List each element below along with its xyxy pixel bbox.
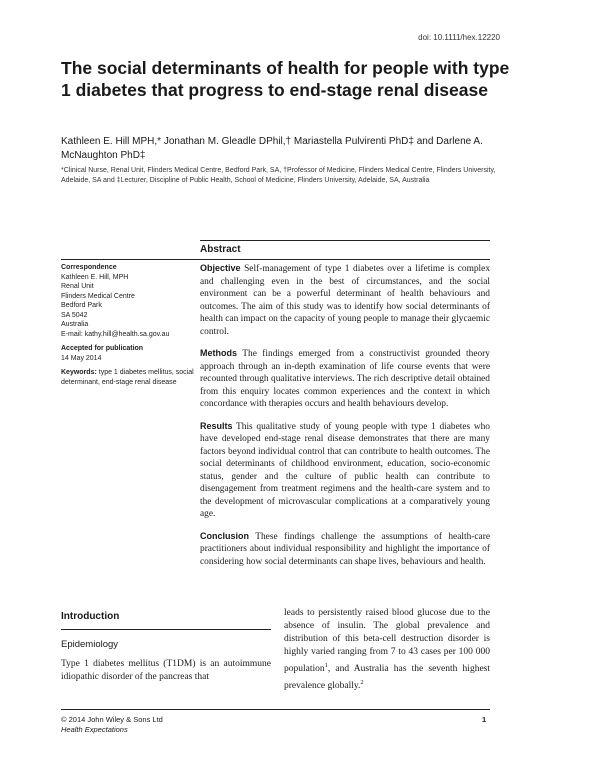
correspondence-line: Renal Unit xyxy=(61,283,94,290)
abstract-section-label: Objective xyxy=(200,263,241,273)
journal-name: Health Expectations xyxy=(61,725,128,734)
correspondence-label: Correspondence xyxy=(61,264,117,271)
abstract-objective xyxy=(200,262,490,338)
body-right-column xyxy=(284,607,490,693)
abstract-section-text: These findings challenge the assumptions of health-care practitioners about individual responsibility and highlight the importance of considering how social determinants can shape lives, behaviours and health. xyxy=(200,531,490,567)
copyright: © 2014 John Wiley & Sons Ltd xyxy=(61,715,163,724)
abstract-section-text: The findings emerged from a constructivist grounded theory approach through an in-depth examination of life course events that were recounted through qualitative interviews. The rich descriptive detail obtained from this enquiry locates common experiences and the context in which concordance with therapies occurs and health behaviours develop. xyxy=(200,349,490,409)
correspondence-line: SA 5042 xyxy=(61,311,88,319)
abstract-results xyxy=(200,420,490,521)
citation-ref: 1 xyxy=(324,662,328,669)
accepted-date: 14 May 2014 xyxy=(61,354,102,362)
abstract-section-label: Methods xyxy=(200,348,237,358)
correspondence-line: Bedford Park xyxy=(61,302,102,309)
correspondence-email: E-mail: kathy.hill@health.sa.gov.au xyxy=(61,330,170,338)
abstract-heading-rule xyxy=(61,259,490,260)
correspondence-line: Australia xyxy=(61,321,89,328)
abstract-section-label: Results xyxy=(200,420,233,431)
abstract-conclusion xyxy=(200,530,490,569)
introduction-heading: Introduction xyxy=(61,611,120,622)
abstract-section-label: Conclusion xyxy=(200,530,249,541)
footer-rule xyxy=(61,709,490,710)
body-right-text: leads to persistently raised blood glucose due to the absence of insulin. The global prevalence and distribution of this beta-cell destruction disorder is highly varied ranging from 7 to 43 cases per 100 000 population xyxy=(284,608,490,675)
accepted-label: Accepted for publication xyxy=(61,345,144,352)
citation-ref: 2 xyxy=(360,679,364,687)
abstract-top-rule xyxy=(200,240,490,241)
abstract-methods xyxy=(200,347,490,411)
correspondence-line: Flinders Medical Centre xyxy=(61,292,135,300)
body-right-text: , and Australia has the seventh highest prevalence globally. xyxy=(284,664,490,692)
keywords: type 1 diabetes mellitus, social determinant, end-stage renal disease xyxy=(61,369,194,386)
abstract-section-text: Self-management of type 1 diabetes over a lifetime is complex and challenging even in the best of circumstances, and the social environment can be a powerful determinant of health behaviours and outcomes. The aim of this study was to identify how social determinants of health can impact on the capacity of young people to manage their glycaemic control. xyxy=(200,264,491,337)
epidemiology-heading: Epidemiology xyxy=(61,639,119,650)
body-left-column: Type 1 diabetes mellitus (T1DM) is an autoimmune idiopathic disorder of the pancreas that xyxy=(61,659,271,682)
author-list: Kathleen E. Hill MPH,* Jonathan M. Gleadle DPhil,† Mariastella Pulvirenti PhD‡ and Darlene A. McNaughton PhD‡ xyxy=(61,136,483,161)
introduction-rule xyxy=(61,629,271,630)
correspondence-line: Kathleen E. Hill, MPH xyxy=(61,273,129,281)
affiliations: *Clinical Nurse, Renal Unit, Flinders Medical Centre, Bedford Park, SA, †Professor of Medicine, Flinders Medical Centre, Flinders University, Adelaide, SA and ‡Lecturer, Discipline of Public Health, School of Medicine, Flinders University, Adelaide, SA, Australia xyxy=(61,167,496,184)
correspondence-sidebar xyxy=(61,263,196,387)
keywords-block xyxy=(61,368,196,387)
footer-left xyxy=(61,715,163,735)
abstract-section-text: This qualitative study of young people with type 1 diabetes who have developed end-stage renal disease demonstrates that there are many factors beyond individual control that can contribute to health outcomes. The social determinants of childhood environment, education, socio-economic status, gender and the culture of public health can contribute to disengagement from treatment regimens and the health-care system and to the development of microvascular complications at a comparatively young age. xyxy=(200,421,490,519)
article-title: The social determinants of health for people with type 1 diabetes that progress to end-stage renal disease xyxy=(61,58,510,100)
page-number: 1 xyxy=(482,715,487,724)
keywords-label: Keywords: xyxy=(61,369,97,376)
abstract-heading: Abstract xyxy=(200,244,241,255)
doi: doi: 10.1111/hex.12220 xyxy=(418,33,500,42)
abstract-body xyxy=(200,262,490,577)
